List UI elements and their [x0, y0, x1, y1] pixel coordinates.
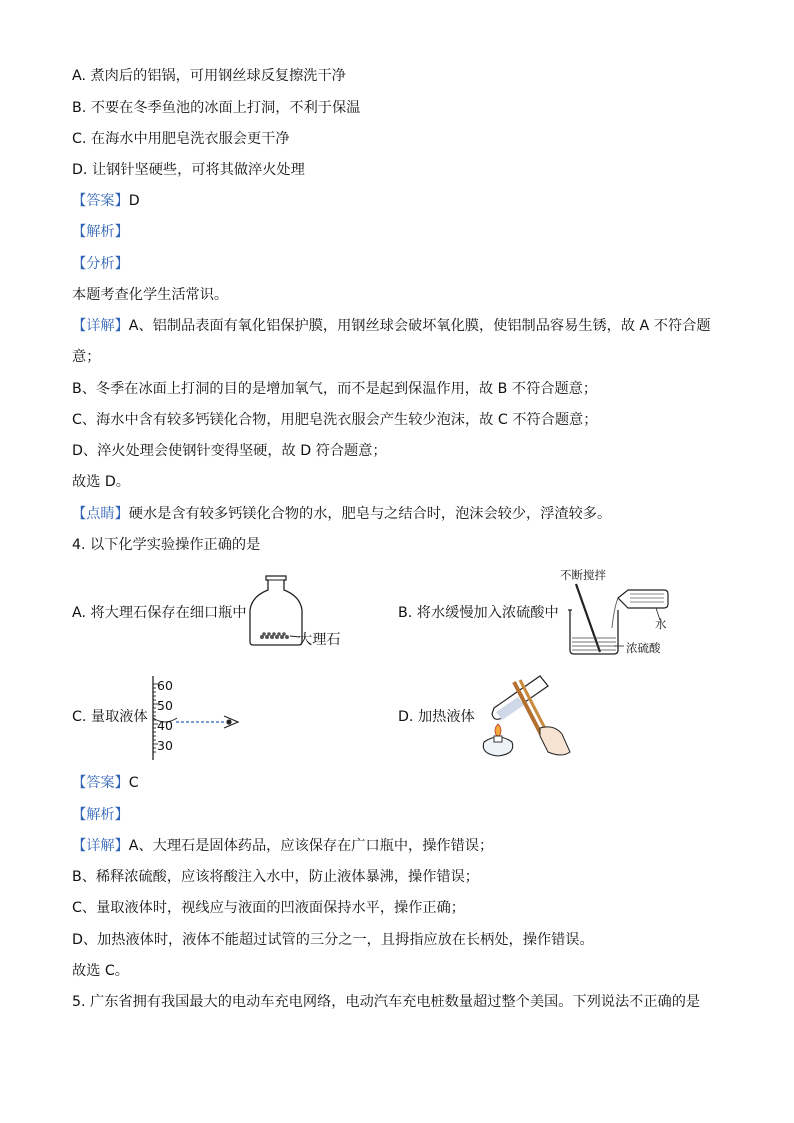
q3-detail-a-line2: 意； — [72, 349, 101, 365]
tick-50: 50 — [157, 698, 173, 713]
answer-tag: 【答案】 — [72, 193, 129, 209]
q4-detail-c: C、量取液体时，视线应与液面的凹液面保持水平，操作正确； — [72, 900, 465, 916]
q5-stem: 5. 广东省拥有我国最大的电动车充电网络，电动汽车充电桩数量超过整个美国。下列说法不正确的是 — [72, 994, 701, 1010]
tick-30: 30 — [157, 738, 173, 753]
q3-detail-d: D、淬火处理会使钢针变得坚硬，故 D 符合题意； — [72, 443, 387, 459]
q3-detail-a-line1 — [72, 316, 711, 336]
q4-conclusion: 故选 C。 — [72, 963, 129, 979]
q3-option-b: B. 不要在冬季鱼池的冰面上打洞，不利于保温 — [72, 100, 361, 116]
dianjing-text: 硬水是含有较多钙镁化合物的水，肥皂与之结合时，泡沫会较少，浮渣较多。 — [128, 506, 612, 522]
answer-value: C — [128, 775, 139, 791]
answer-tag: 【答案】 — [72, 775, 129, 791]
q4-option-d: D. 加热液体 — [398, 709, 475, 725]
q3-fenxi-text: 本题考查化学生活常识。 — [72, 287, 229, 303]
dianjing-tag: 【点睛】 — [72, 506, 129, 522]
q4-option-b: B. 将水缓慢加入浓硫酸中 — [398, 605, 559, 621]
stir-label: 不断搅拌 — [560, 568, 606, 582]
marble-label: 大理石 — [298, 632, 341, 648]
q3-detail-c: C、海水中含有较多钙镁化合物，用肥皂洗衣服会产生较少泡沫，故 C 不符合题意； — [72, 412, 598, 428]
detail-a-text: A、铝制品表面有氧化铝保护膜，用钢丝球会破坏氧化膜，使铝制品容易生锈，故 A 不符合题 — [128, 318, 711, 334]
q3-fenxi-tag: 【分析】 — [72, 256, 129, 272]
answer-value: D — [128, 193, 140, 209]
q4-detail-b: B、稀释浓硫酸，应该将酸注入水中，防止液体暴沸，操作错误； — [72, 869, 479, 885]
q4-option-c: C. 量取液体 — [72, 709, 148, 725]
q3-option-a: A. 煮肉后的铝锅，可用钢丝球反复擦洗干净 — [72, 68, 346, 84]
q4-detail-d: D、加热液体时，液体不能超过试管的三分之一，且拇指应放在长柄处，操作错误。 — [72, 932, 594, 948]
narrow-mouth-bottle-figure — [246, 574, 306, 646]
q4-stem: 4. 以下化学实验操作正确的是 — [72, 537, 261, 553]
tick-40: 40 — [157, 718, 173, 733]
acid-label: 浓硫酸 — [626, 641, 661, 655]
q3-dianjing-line — [72, 504, 611, 524]
q4-jiexi-tag: 【解析】 — [72, 807, 129, 823]
q3-answer-line — [72, 191, 140, 211]
tick-60: 60 — [157, 678, 173, 693]
q4-detail-a-line — [72, 836, 493, 856]
q3-option-c: C. 在海水中用肥皂洗衣服会更干净 — [72, 131, 290, 147]
q4-answer-line — [72, 773, 139, 793]
detail-tag: 【详解】 — [72, 318, 129, 334]
heating-liquid-figure — [474, 672, 586, 762]
q3-jiexi-tag: 【解析】 — [72, 224, 129, 240]
q3-conclusion: 故选 D。 — [72, 474, 130, 490]
detail-tag: 【详解】 — [72, 838, 129, 854]
q3-option-d: D. 让钢针坚硬些，可将其做淬火处理 — [72, 162, 305, 178]
water-label: 水 — [655, 617, 667, 631]
detail-a-text: A、大理石是固体药品，应该保存在广口瓶中，操作错误； — [128, 838, 494, 854]
q3-detail-b: B、冬季在冰面上打洞的目的是增加氧气，而不是起到保温作用，故 B 不符合题意； — [72, 381, 598, 397]
q4-option-a: A. 将大理石保存在细口瓶中 — [72, 605, 247, 621]
